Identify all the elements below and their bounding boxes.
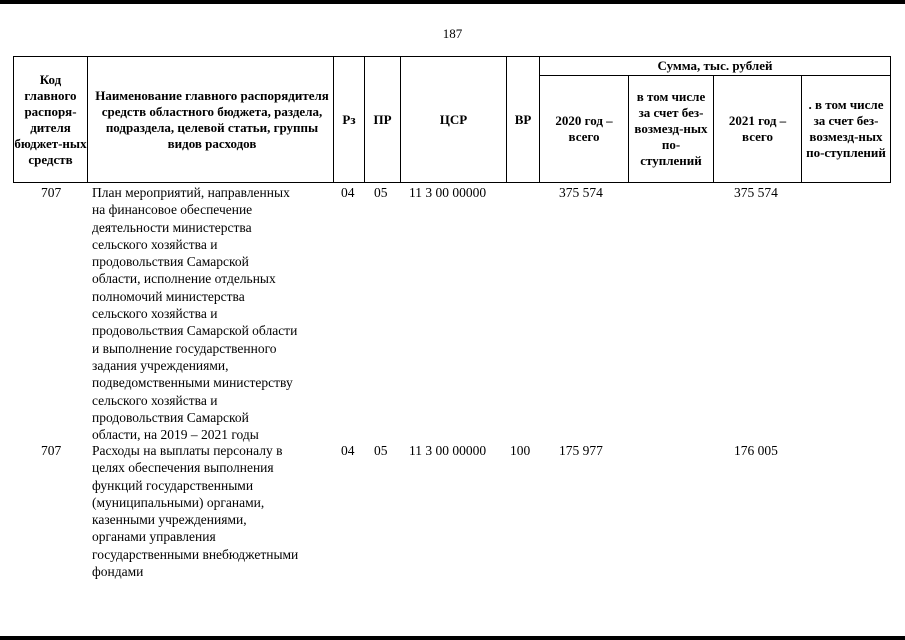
cell-name: Расходы на выплаты персоналу в целях обеспечения выполнения функций государственными (муниципальными) органами, казенными учреждениями, органами управления государственными внебюджетными фондами — [92, 443, 299, 580]
cell-csr: 11 3 00 00000 — [409, 443, 487, 458]
header-sum-group: Сумма, тыс. рублей — [657, 58, 773, 73]
header-vr: ВР — [514, 111, 532, 127]
cell-total-2021: 176 005 — [734, 443, 778, 458]
top-border — [0, 0, 905, 4]
cell-pr: 05 — [374, 185, 388, 200]
header-2020-total: 2020 год – всего — [555, 113, 613, 144]
cell-total-2020: 175 977 — [559, 443, 603, 458]
header-bottom-line — [13, 182, 891, 183]
cell-code: 707 — [41, 185, 62, 200]
header-rz: Рз — [342, 111, 356, 127]
cell-code: 707 — [41, 443, 62, 458]
col-divider — [890, 56, 891, 183]
cell-pr: 05 — [374, 443, 388, 458]
header-2021-free: . в том числе за счет без-возмезд-ных по-ступлений — [806, 97, 886, 160]
header-2021-total: 2021 год – всего — [728, 113, 787, 144]
cell-name: План мероприятий, направленных на финансовое обеспечение деятельности министерства сельского хозяйства и продовольствия Самарской области, исполнение отдельных полномочий министерства сельского хозяйства и продовольствия Самарской области и выполнение государственного задания учреждениями, подведомственными министерству сельского хозяйства и продовольствия Самарской области, на 2019 – 2021 годы — [92, 185, 298, 443]
bottom-border — [0, 636, 905, 640]
col-divider — [87, 56, 88, 183]
col-divider — [628, 75, 629, 183]
page-number: 187 — [442, 26, 463, 41]
header-csr: ЦСР — [439, 111, 468, 127]
header-pr: ПР — [373, 111, 392, 127]
cell-rz: 04 — [341, 443, 355, 458]
header-name: Наименование главного распорядителя средств областного бюджета, раздела, подраздела, целевой статьи, группы видов расходов — [95, 87, 329, 151]
col-divider — [801, 75, 802, 183]
cell-total-2021: 375 574 — [734, 185, 778, 200]
cell-rz: 04 — [341, 185, 355, 200]
cell-vr: 100 — [510, 443, 531, 458]
cell-total-2020: 375 574 — [559, 185, 603, 200]
cell-csr: 11 3 00 00000 — [409, 185, 487, 200]
header-code: Код главного распоря-дителя бюджет-ных средств — [14, 71, 87, 167]
header-2020-free: в том числе за счет без-возмезд-ных по-ступлений — [634, 89, 708, 168]
